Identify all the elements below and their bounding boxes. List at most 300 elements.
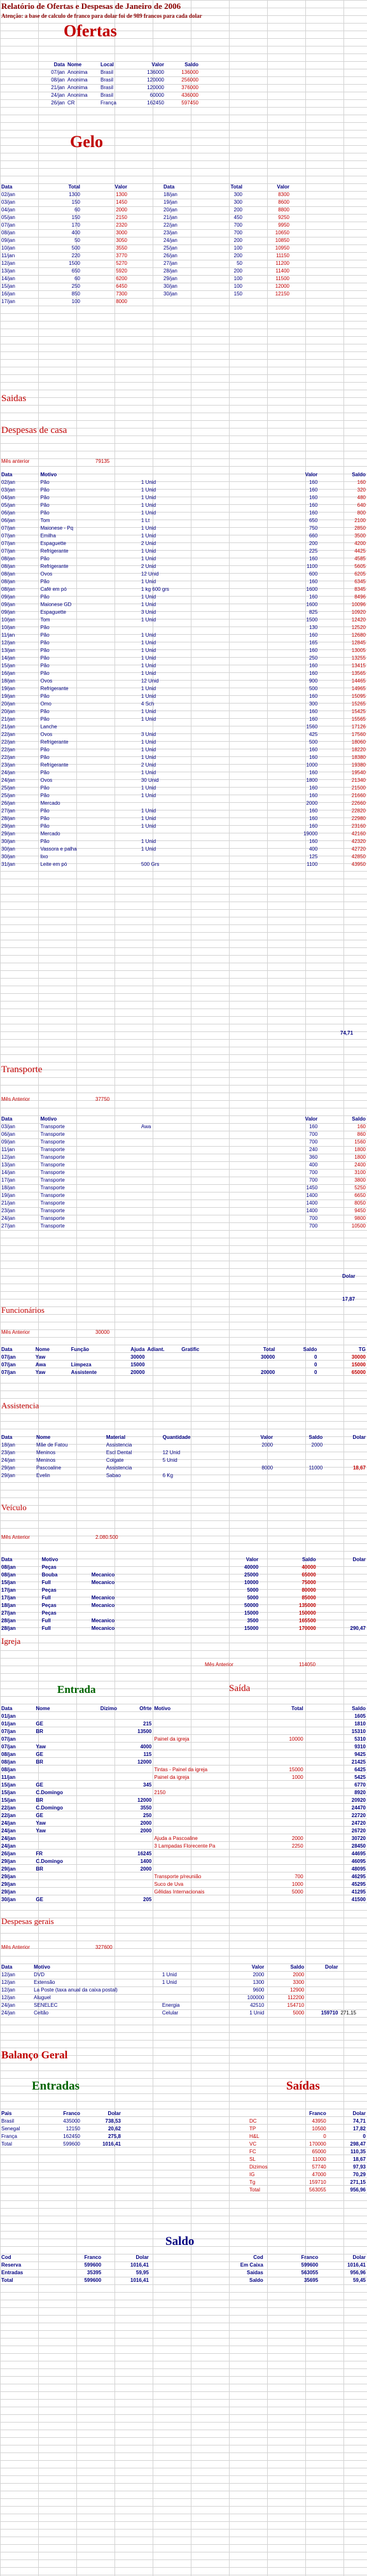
gelo-row [162,252,291,260]
balanco-saida-row [248,2163,367,2171]
table-cell: 165500 [299,1618,316,1624]
table-cell: Total [1,2141,12,2147]
table-cell [84,1774,118,1781]
table-cell: Awa [35,1362,46,1368]
table-cell: Pão [40,663,50,669]
gelo-row [162,237,291,244]
table-cell: Celtão [34,2010,49,2016]
table-cell: 17126 [351,724,366,730]
table-cell: 6650 [354,1192,366,1198]
table-cell: Full [41,1595,51,1601]
transporte-total-dolar: 17,87 [342,1296,356,1302]
table-cell: 7300 [116,291,127,297]
table-cell: 1 Unid [141,716,156,722]
table-cell: Evelin [36,1473,50,1478]
table-cell: 15310 [351,1729,366,1734]
table-cell [90,1610,179,1617]
table-cell [153,1820,261,1827]
column-header: Motivo [154,1706,171,1711]
table-cell: 154710 [287,2002,305,2008]
table-cell: Emilha [40,533,56,539]
despesa-row [0,838,367,846]
column-header: Dolar [135,2254,149,2260]
despesa-row [0,769,367,777]
table-cell: 07/jan [1,548,15,554]
table-cell: 650 [71,268,80,274]
table-cell: Escl Dental [106,1450,132,1455]
table-cell: 29/jan [1,1866,16,1872]
table-cell: 225 [308,548,318,554]
table-cell: Peças [41,1587,57,1593]
table-cell: Saldo [249,2277,263,2283]
table-cell: 200 [233,268,242,274]
table-cell: 1800 [354,1154,366,1160]
column-header: Motivo [41,1557,59,1562]
table-cell: Meninos [36,1457,56,1463]
table-cell: 1500 [69,260,80,266]
table-cell: 1016,41 [130,2262,149,2268]
assistencia-heading: Assistencia [1,1401,39,1410]
table-cell: 300 [233,199,242,205]
table-cell [153,1797,261,1804]
table-cell: 1016,41 [347,2262,366,2268]
table-cell: 10500 [351,1223,366,1229]
table-cell [140,1146,248,1154]
table-cell [84,1820,118,1827]
table-cell: 160 [357,1124,366,1129]
igreja-row [0,1743,367,1751]
table-cell [153,1713,261,1720]
veiculo-table [0,1556,367,1632]
table-cell: 1 Unid [141,846,156,852]
table-cell: 650 [308,518,318,523]
table-cell: 29/jan [1,1465,15,1471]
gelo-row [0,191,128,199]
table-cell: 17,82 [352,2126,366,2132]
table-cell [274,1472,324,1480]
table-cell: 136000 [147,69,164,75]
table-cell: 1800 [306,777,318,783]
igreja-row [0,1850,367,1858]
transporte-row [0,1192,367,1200]
table-cell: 160 [308,663,318,669]
table-cell: 09/jan [1,1139,15,1145]
igreja-row [0,1797,367,1804]
igreja-row [0,1751,367,1759]
table-cell: 25/jan [1,793,15,798]
table-cell [262,1720,305,1728]
table-cell: 0 [314,1354,317,1360]
igreja-saida-heading: Saída [229,1683,251,1694]
table-cell: 19/jan [1,693,15,699]
table-header [0,183,128,191]
table-cell: 1 Unid [141,808,156,814]
table-cell: 25/jan [163,245,177,251]
table-cell: 3050 [116,237,127,243]
table-cell: 160 [308,594,318,600]
table-cell: 1300 [69,192,80,197]
despesa-row [0,555,367,563]
table-cell: Mecanico [91,1595,115,1601]
igreja-row [0,1835,367,1843]
table-cell [153,1858,261,1865]
table-cell: 22/jan [1,732,15,737]
table-cell: 1 Unid [141,640,156,646]
balanco-entradas-table [0,2110,122,2148]
table-cell: 65000 [312,2149,326,2155]
table-cell: Transporte [40,1154,65,1160]
table-cell: 10/jan [1,245,15,251]
gelo-row [162,199,291,206]
table-cell: 06/jan [1,518,15,523]
table-cell: Transporte [40,1215,65,1221]
table-cell: 12420 [351,617,366,623]
gelo-heading: Gelo [70,132,103,151]
table-cell [84,1873,118,1881]
table-cell: 3 Unid [141,732,156,737]
table-cell: 3 Unid [141,609,156,615]
table-cell [153,1751,261,1759]
table-cell: 200 [233,237,242,243]
table-cell [34,1736,83,1743]
despesa-row [0,754,367,761]
table-cell: 0 [323,2134,326,2139]
table-cell: 19/jan [1,1192,15,1198]
table-cell: 450 [233,215,242,220]
column-header [161,1964,207,1971]
table-cell: 14/jan [1,655,15,661]
table-cell: 160 [308,754,318,760]
table-cell [262,1759,305,1766]
table-cell: Assistencia [106,1465,132,1471]
column-header: Função [71,1347,90,1352]
despesa-row [0,639,367,647]
table-cell: 05/jan [1,215,15,220]
table-cell: 1 Unid [141,533,156,539]
table-cell: La Poste (taxa anual da caixa postal) [34,1987,118,1993]
table-cell: Entradas [1,2270,24,2275]
table-cell: 97,93 [352,2164,366,2170]
table-cell: 160 [308,556,318,562]
column-header: Nome [36,1706,50,1711]
table-cell [140,800,248,807]
despesa-geral-row [0,1979,367,1986]
table-cell: Pão [40,808,50,814]
igreja-row [0,1827,367,1835]
table-cell: 600 [308,571,318,577]
table-cell: 2100 [354,518,366,523]
table-cell: 17/jan [1,1587,16,1593]
table-cell: 159710 [321,2010,338,2016]
table-cell: 19540 [351,770,366,775]
table-cell: 1600 [306,602,318,607]
table-cell: 1810 [354,1721,366,1727]
table-cell: 29/jan [1,1881,16,1887]
table-cell: Transporte [40,1162,65,1168]
assistencia-table [0,1434,367,1480]
table-cell: 15000 [130,1362,145,1368]
table-cell: 162450 [63,2134,80,2139]
veiculo-row [0,1610,367,1617]
column-header: Franco [63,2111,80,2116]
mes-anterior-transporte-label: Mês Anterior [1,1096,30,1102]
igreja-row [0,1873,367,1881]
table-cell: 14465 [351,678,366,684]
column-header: Data [1,1116,13,1122]
table-cell: 09/jan [1,602,15,607]
table-cell: 400 [308,846,318,852]
table-cell: 10920 [351,609,366,615]
table-cell: C.Domingo [36,1858,64,1864]
table-cell: 700 [308,1215,318,1221]
table-cell: 03/jan [1,1124,15,1129]
balanco-saidas-heading: Saídas [286,2079,320,2093]
despesa-row [0,700,367,708]
veiculo-row [0,1571,367,1579]
table-cell: Maionese - Pq [40,525,74,531]
gelo-row [0,229,128,237]
table-cell [84,1789,118,1797]
table-cell: 11200 [275,260,289,266]
table-cell: 2320 [116,222,127,228]
table-cell: Transporte [40,1208,65,1214]
table-cell: 1600 [306,586,318,592]
table-cell: Transporte [40,1177,65,1183]
report-subtitle: Atenção: a base de calculo de franco para dolar foi de 989 francos para cada dolar [1,13,202,19]
table-cell: 160 [308,823,318,829]
table-cell: 215 [143,1721,152,1727]
table-cell: 1000 [306,762,318,768]
column-header: Data [1,1434,13,1440]
gelo-table-right [162,183,291,298]
table-cell: 2000 [291,1836,303,1841]
column-header: Data [53,62,65,67]
column-header: Cod [253,2254,263,2260]
despesa-row [0,670,367,677]
table-cell [140,1184,248,1192]
table-cell: Senegal [1,2126,20,2132]
veiculo-row [0,1594,367,1602]
veiculo-row [0,1564,367,1571]
table-cell: 1450 [116,199,127,205]
funcionario-row [0,1369,367,1376]
table-cell: Full [41,1625,51,1631]
column-header: Nome [67,62,82,67]
table-cell: Anonima [67,92,88,98]
column-header: Franco [301,2254,319,2260]
table-cell: 28/jan [163,268,177,274]
table-cell: 750 [308,525,318,531]
table-cell: 1 Unid [141,739,156,745]
igreja-table [0,1705,367,1904]
table-cell: 41500 [351,1897,366,1902]
table-cell: 07/jan [1,222,15,228]
table-cell: 11400 [275,268,289,274]
table-cell: 700 [308,1131,318,1137]
table-cell: 1 Unid [141,510,156,516]
table-cell: 20000 [261,1369,275,1375]
table-cell: 5000 [293,2010,305,2016]
saldo-table [0,2254,367,2284]
table-cell: 24720 [351,1820,366,1826]
table-cell [118,1835,153,1843]
table-cell: 13565 [351,670,366,676]
table-cell: Transporte [40,1170,65,1175]
table-cell: 160 [308,495,318,500]
table-cell: 1 Unid [141,709,156,714]
igreja-row [0,1774,367,1781]
table-cell: 23/jan [163,230,177,236]
table-cell: 09/jan [1,594,15,600]
table-cell: 599600 [84,2262,102,2268]
table-cell: Café em pó [40,586,67,592]
table-cell: 44695 [351,1851,366,1857]
table-cell: 08/jan [51,77,65,83]
transporte-row [0,1154,367,1161]
table-cell: 15095 [351,693,366,699]
table-cell: 50 [74,237,80,243]
table-cell: 160 [357,479,366,485]
table-cell: Refrigerante [40,548,69,554]
table-cell: 2150 [116,215,127,220]
table-cell: Em Caixa [240,2262,263,2268]
column-header: Quantidade [162,1434,191,1440]
assistencia-row [0,1441,367,1449]
transporte-row [0,1169,367,1177]
table-cell: 23160 [351,823,366,829]
table-cell: H&L [249,2134,260,2139]
table-cell: 125 [308,854,318,860]
table-cell: 2000 [253,1972,265,1978]
table-cell: 700 [233,222,242,228]
column-header: Saldo [290,1964,305,1970]
table-cell: 12845 [351,640,366,646]
table-cell: 18,67 [352,2156,366,2162]
column-header: TG [358,1347,366,1352]
table-cell: 9425 [354,1752,366,1757]
table-cell: 74,71 [352,2118,366,2124]
table-cell: Mecanico [91,1603,115,1608]
gelo-row [162,191,291,199]
table-cell: Mecanico [91,1580,115,1585]
table-cell: SENELEC [34,2002,58,2008]
table-cell: 220 [71,253,80,258]
column-header: Dolar [325,1964,338,1970]
despesa-row [0,716,367,723]
table-cell: França [100,100,116,106]
table-cell: 18/jan [1,1603,16,1608]
balanco-saida-row [248,2179,367,2186]
table-cell: 956,96 [350,2270,366,2275]
despesa-row [0,647,367,655]
table-cell [118,1881,153,1888]
table-cell: Celular [162,2010,179,2016]
table-cell [140,1161,248,1169]
column-header: Saldo [308,1434,323,1440]
table-cell: Pão [40,479,50,485]
table-cell: 43950 [351,861,366,867]
table-cell: Anonima [67,85,88,90]
mes-anterior-veiculo-label: Mês Anterior [1,1534,30,1540]
table-cell: 18/jan [163,192,177,197]
table-cell: 13500 [137,1729,152,1734]
table-cell: 6205 [354,571,366,577]
table-cell: 599600 [301,2262,319,2268]
igreja-row [0,1781,367,1789]
table-cell: SL [249,2156,256,2162]
mes-anterior-gerais-value: 327600 [95,1944,113,1950]
despesa-geral-row [0,2009,367,2017]
table-cell: 110,35 [350,2149,366,2155]
table-cell: 1 Unid [141,617,156,623]
table-cell: 500 Grs [141,861,160,867]
table-header [0,1705,367,1713]
table-header [0,1115,367,1123]
table-cell: 07/jan [1,1736,16,1742]
table-cell: 250 [143,1813,152,1818]
transporte-row [0,1138,367,1146]
table-cell: 12/jan [1,1987,15,1993]
table-cell: 24/jan [1,2010,15,2016]
column-header: Data [1,1706,13,1711]
table-cell: 1560 [306,724,318,730]
table-cell: Pão [40,510,50,516]
table-cell: 08/jan [1,230,15,236]
table-cell: 15/jan [1,1797,16,1803]
table-cell: Espaguette [40,541,66,546]
table-cell: 20/jan [1,709,15,714]
table-cell: 200 [233,253,242,258]
table-cell: 159710 [309,2179,326,2185]
column-header: Data [1,1347,13,1352]
table-cell: 599600 [84,2277,102,2283]
table-header [38,61,200,69]
table-cell: 50000 [244,1603,259,1608]
column-header: Nome [36,1434,51,1440]
column-header: Total [291,1706,303,1711]
table-cell: 298,47 [350,2141,366,2147]
table-cell: 07/jan [1,1362,16,1368]
table-cell: 1 Unid [141,487,156,493]
table-cell: 08/jan [1,1572,16,1578]
table-cell: 10500 [312,2126,326,2132]
despesa-row [0,830,367,838]
table-cell: 18,67 [352,1465,366,1471]
despesa-row [0,784,367,792]
table-cell [34,1843,83,1850]
gelo-row [162,260,291,267]
gelo-row [0,283,128,290]
balanco-entrada-row [0,2141,122,2148]
table-cell: VC [249,2141,257,2147]
table-cell: 5920 [116,268,127,274]
table-cell: Tom [40,518,50,523]
table-cell: Vassora e palha [40,846,77,852]
table-cell: 85000 [301,1595,316,1601]
table-cell: 27/jan [1,1223,15,1229]
table-cell: 0 [363,2134,366,2139]
table-cell: 28/jan [1,1625,16,1631]
table-cell: 2850 [354,525,366,531]
table-cell [34,1888,83,1896]
table-cell: Transporte [40,1147,65,1152]
table-cell: 8345 [354,586,366,592]
despesa-row [0,662,367,670]
table-cell: 1 Unid [141,556,156,562]
table-cell: Ovos [40,678,53,684]
despesa-row [0,823,367,830]
table-cell: Pão [40,502,50,508]
